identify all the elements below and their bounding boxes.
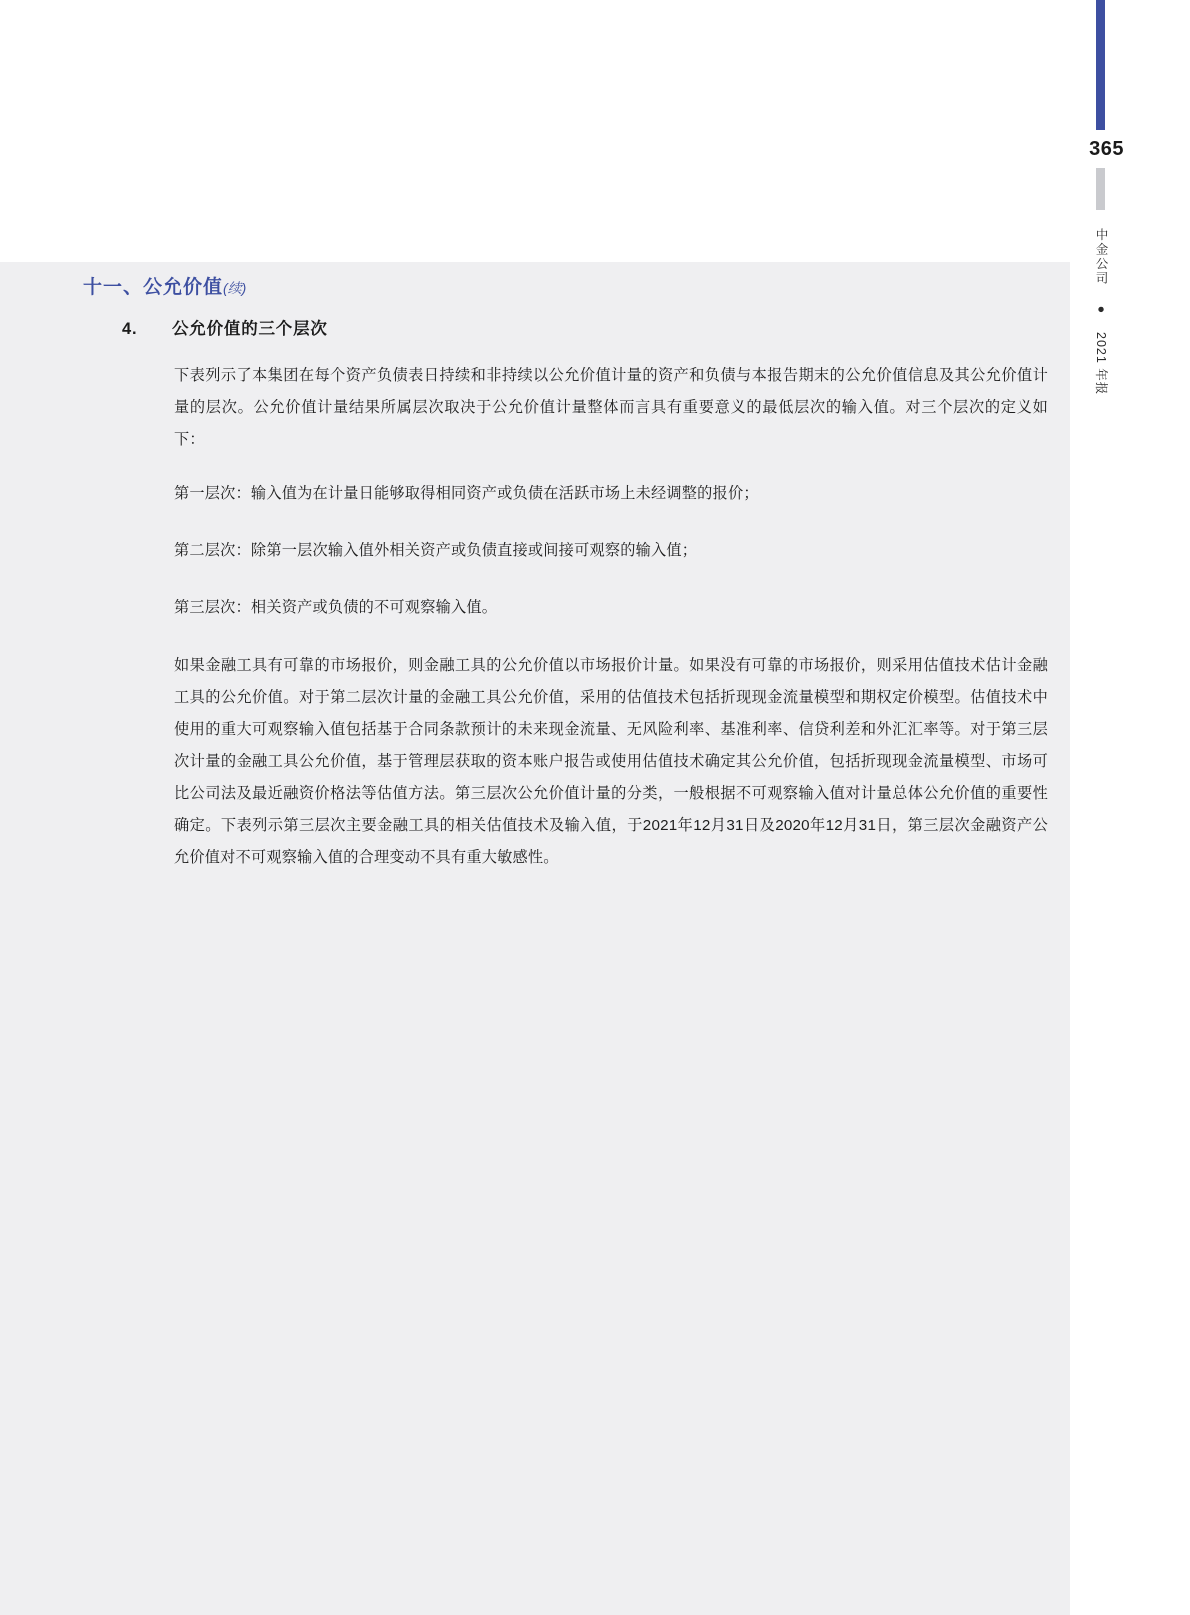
subsection-title: 公允价值的三个层次	[172, 320, 328, 338]
section-title	[83, 272, 246, 299]
running-header-separator: ●	[1094, 302, 1108, 316]
content-background-panel	[0, 262, 1070, 1615]
running-header-company: 中金公司	[1094, 228, 1108, 286]
running-header-vertical	[1088, 228, 1114, 588]
secondary-rail-bar	[1096, 168, 1105, 210]
subsection-number: 4.	[122, 320, 138, 338]
subsection-heading	[122, 315, 1042, 339]
accent-rail-bar	[1096, 0, 1105, 130]
paragraph-intro: 下表列示了本集团在每个资产负债表日持续和非持续以公允价值计量的资产和负债与本报告期末的公允价值信息及其公允价值计量的层次。公允价值计量结果所属层次取决于公允价值计量整体而言具有重要意义的最低层次的输入值。对三个层次的定义如下：	[174, 367, 1048, 448]
section-title-text: 十一、公允价值	[83, 277, 224, 298]
paragraph-level-3: 第三层次：相关资产或负债的不可观察输入值。	[174, 599, 498, 616]
running-header-year: 2021 年报	[1094, 332, 1108, 396]
paragraph-valuation-detail: 如果金融工具有可靠的市场报价，则金融工具的公允价值以市场报价计量。如果没有可靠的市场报价，则采用估值技术估计金融工具的公允价值。对于第二层次计量的金融工具公允价值，采用的估值技术包括折现现金流量模型和期权定价模型。估值技术中使用的重大可观察输入值包括基于合同条款预计的未来现金流量、无风险利率、基准利率、信贷利差和外汇汇率等。对于第三层次计量的金融工具公允价值，基于管理层获取的资本账户报告或使用估值技术确定其公允价值，包括折现现金流量模型、市场可比公司法及最近融资价格法等估值方法。第三层次公允价值计量的分类，一般根据不可观察输入值对计量总体公允价值的重要性确定。下表列示第三层次主要金融工具的相关估值技术及输入值，于2021年12月31日及2020年12月31日，第三层次金融资产公允价值对不可观察输入值的合理变动不具有重大敏感性。	[174, 657, 1048, 866]
paragraph-level-1: 第一层次：输入值为在计量日能够取得相同资产或负债在活跃市场上未经调整的报价；	[174, 485, 759, 502]
page-number: 365	[1089, 138, 1124, 160]
section-title-continued: (续)	[223, 280, 247, 296]
paragraph-level-2: 第二层次：除第一层次输入值外相关资产或负债直接或间接可观察的输入值；	[174, 542, 698, 559]
